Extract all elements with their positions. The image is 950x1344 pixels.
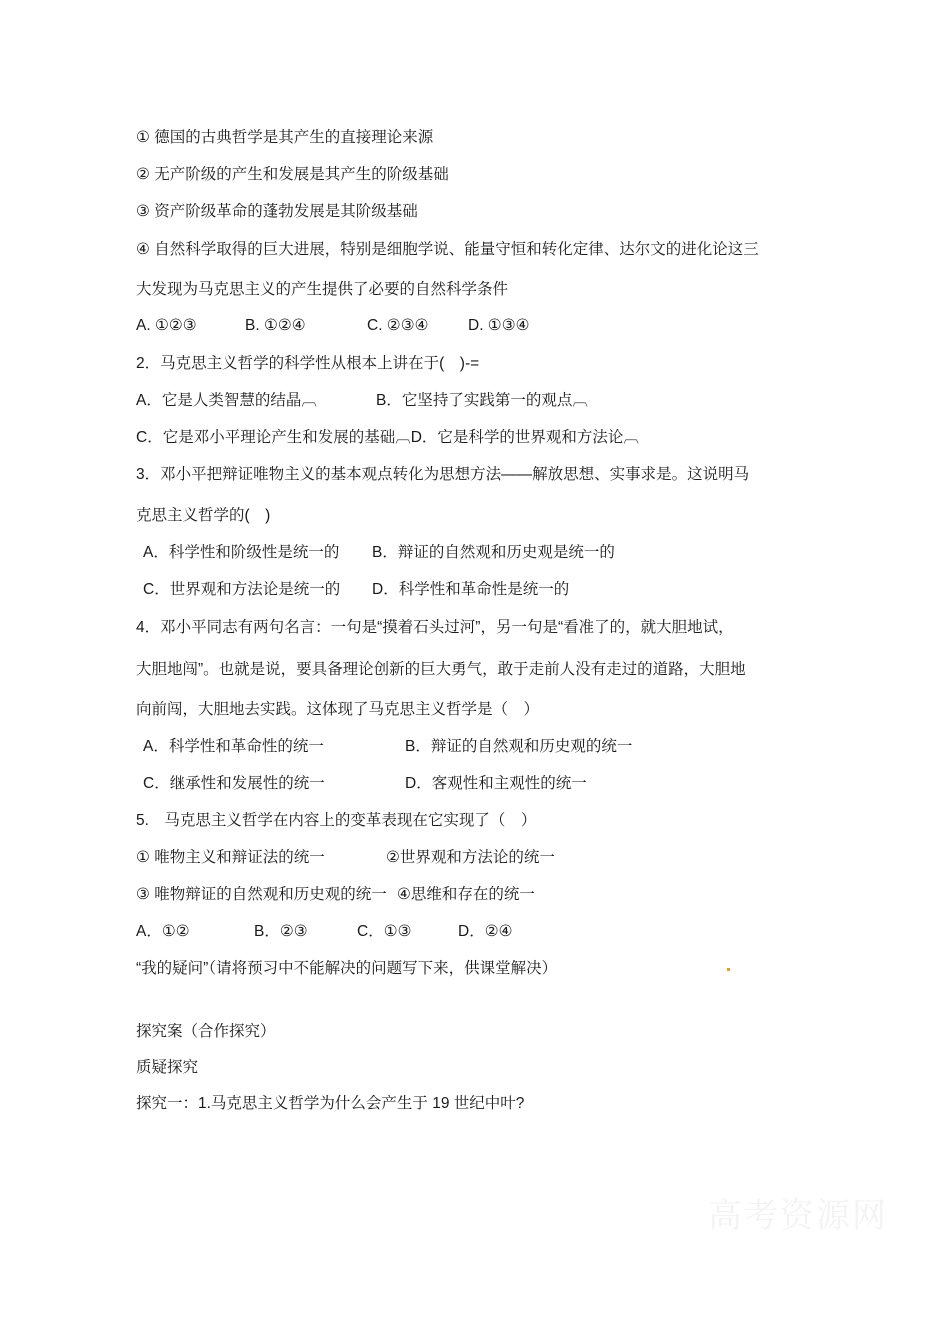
q4-stem-line-3: 向前闯，大胆地去实践。这体现了马克思主义哲学是（ ） xyxy=(136,701,540,718)
q5-item-1: ① 唯物主义和辩证法的统一 xyxy=(136,849,325,866)
my-question-heading: “我的疑问”（请将预习中不能解决的问题写下来，供课堂解决） xyxy=(136,960,558,977)
q4-option-a: A．科学性和革命性的统一 xyxy=(143,738,324,755)
q4-option-c: C．继承性和发展性的统一 xyxy=(143,775,325,792)
q1-option-a: A. ①②③ xyxy=(136,317,197,334)
premise-2: ② 无产阶级的产生和发展是其产生的阶级基础 xyxy=(136,166,449,183)
q5-item-3: ③ 唯物辩证的自然观和历史观的统一 xyxy=(136,886,387,903)
q5-option-a: A．①② xyxy=(136,923,190,940)
premise-1: ① 德国的古典哲学是其产生的直接理论来源 xyxy=(136,129,434,146)
q3-stem-line-1: 3．邓小平把辩证唯物主义的基本观点转化为思想方法——解放思想、实事求是。这说明马 xyxy=(136,466,750,483)
q5-option-c: C．①③ xyxy=(357,923,412,940)
q3-option-d: D．科学性和革命性是统一的 xyxy=(372,581,570,598)
q2-option-cd: C．它是邓小平理论产生和发展的基础︹D．它是科学的世界观和方法论︹ xyxy=(136,429,639,446)
premise-3: ③ 资产阶级革命的蓬勃发展是其阶级基础 xyxy=(136,203,418,220)
explore-title: 探究案（合作探究） xyxy=(136,1023,276,1040)
q1-option-c: C. ②③④ xyxy=(367,317,429,334)
orange-dot-mark xyxy=(727,968,730,971)
q3-stem-line-2: 克思主义哲学的( ) xyxy=(136,507,271,524)
q4-stem-line-1: 4．邓小平同志有两句名言：一句是“摸着石头过河”，另一句是“看准了的，就大胆地试， xyxy=(136,619,734,636)
q3-option-a: A．科学性和阶级性是统一的 xyxy=(143,544,340,561)
q3-option-b: B．辩证的自然观和历史观是统一的 xyxy=(372,544,615,561)
q2-stem: 2．马克思主义哲学的科学性从根本上讲在于( )-= xyxy=(136,355,480,372)
premise-4-cont: 大发现为马克思主义的产生提供了必要的自然科学条件 xyxy=(136,281,509,298)
q1-option-b: B. ①②④ xyxy=(245,317,306,334)
q5-item-2: ②世界观和方法论的统一 xyxy=(386,849,555,866)
q5-option-d: D．②④ xyxy=(458,923,513,940)
q5-stem: 5. 马克思主义哲学在内容上的变革表现在它实现了（ ） xyxy=(136,812,537,829)
q4-stem-line-2: 大胆地闯”。也就是说，要具备理论创新的巨大勇气，敢于走前人没有走过的道路，大胆地 xyxy=(136,661,746,678)
explore-subtitle: 质疑探究 xyxy=(136,1059,199,1076)
premise-4: ④ 自然科学取得的巨大进展，特别是细胞学说、能量守恒和转化定律、达尔文的进化论这三 xyxy=(136,241,759,258)
q1-option-d: D. ①③④ xyxy=(468,317,530,334)
q2-option-b: B．它坚持了实践第一的观点︹ xyxy=(376,392,588,409)
q4-option-b: B．辩证的自然观和历史观的统一 xyxy=(405,738,633,755)
q5-option-b: B．②③ xyxy=(254,923,308,940)
q2-option-a: A．它是人类智慧的结晶︹ xyxy=(136,392,317,409)
q3-option-c: C．世界观和方法论是统一的 xyxy=(143,581,341,598)
q4-option-d: D．客观性和主观性的统一 xyxy=(405,775,587,792)
explore-question-1: 探究一：1.马克思主义哲学为什么会产生于 19 世纪中叶? xyxy=(136,1095,525,1112)
watermark-logo: 高考资源网 xyxy=(708,1197,888,1235)
q5-item-4: ④思维和存在的统一 xyxy=(397,886,535,903)
